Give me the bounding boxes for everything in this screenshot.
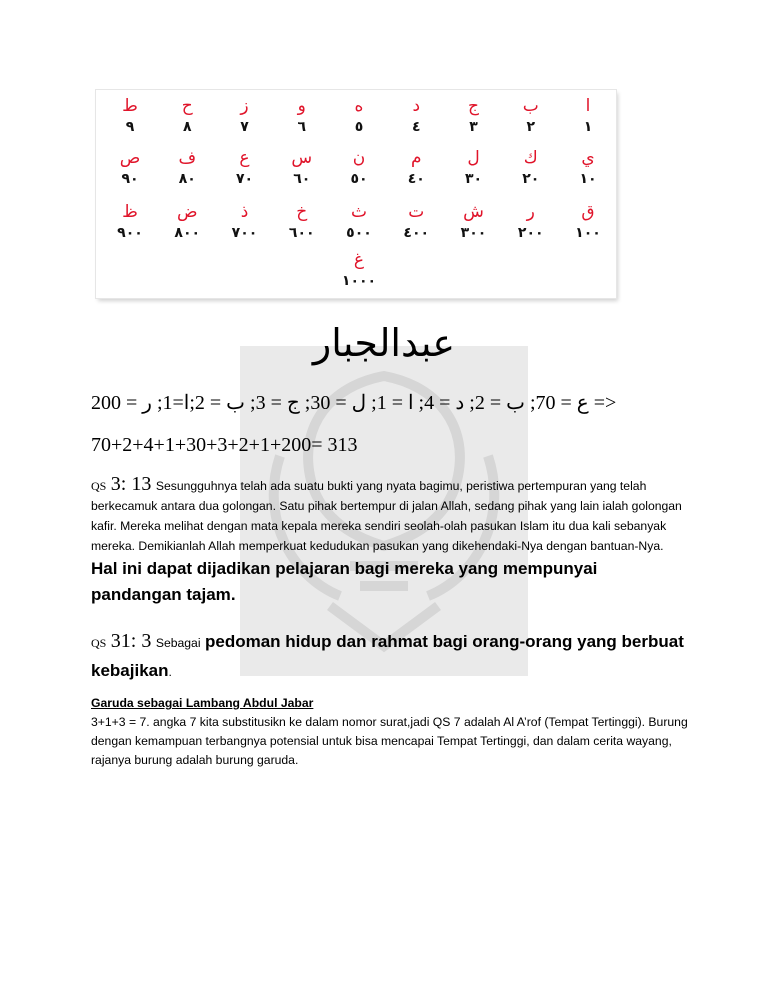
abjad-cell (110, 96, 150, 142)
abjad-cell (225, 96, 265, 142)
abjad-letter: م (410, 148, 422, 168)
garuda-section (91, 694, 711, 770)
abjad-letter: ث (350, 202, 367, 222)
abjad-cell (282, 148, 322, 194)
abjad-cell (339, 96, 379, 142)
abjad-number: ٣٠ (464, 171, 483, 187)
abjad-cell (511, 96, 551, 142)
abjad-number: ٨٠٠ (174, 225, 201, 241)
abjad-cell (167, 96, 207, 142)
abjad-number: ٥٠ (350, 171, 368, 187)
abjad-number: ٧٠٠ (231, 225, 258, 241)
abjad-letter: ح (181, 96, 193, 116)
abjad-number: ٤ (411, 119, 421, 135)
abjad-number: ٧ (240, 119, 249, 135)
abjad-number: ٥٠٠ (346, 225, 372, 241)
abjad-cell (225, 202, 265, 248)
abjad-cell (511, 202, 551, 248)
abjad-cell (339, 202, 379, 248)
abjad-letter: س (291, 148, 313, 168)
abjad-letter: ف (178, 148, 197, 168)
abjad-letter: ز (240, 96, 249, 116)
abjad-number: ٢٠ (522, 171, 540, 187)
abjad-letter: ط (122, 96, 138, 116)
verse-paragraph-qs-3-13 (91, 474, 691, 608)
verse-label: QS (91, 636, 107, 650)
abjad-letter: ي (581, 148, 595, 168)
verse-paragraph-qs-31-3 (91, 628, 691, 686)
abjad-letter: ق (581, 202, 595, 222)
abjad-number: ٦٠٠ (288, 225, 315, 241)
abjad-cell (568, 202, 608, 248)
abjad-number: ٨٠ (178, 171, 196, 187)
abjad-letter: و (297, 96, 306, 116)
abjad-row-thousand (96, 250, 616, 296)
abjad-cell (454, 202, 494, 248)
abjad-cell (167, 148, 207, 194)
abjad-number: ٦٠ (293, 171, 311, 187)
abjad-cell (282, 202, 322, 248)
abjad-letter: ص (119, 148, 141, 168)
abjad-cell (454, 148, 494, 194)
abjad-letter: خ (296, 202, 308, 222)
abjad-cell (511, 148, 551, 194)
abjad-cell (167, 202, 207, 248)
abjad-number: ٤٠٠ (403, 225, 430, 241)
abjad-row-tens (96, 148, 616, 194)
abjad-number: ١٠٠٠ (341, 273, 377, 289)
abjad-cell (396, 148, 436, 194)
abjad-letter: د (412, 96, 421, 116)
abjad-cell (339, 250, 379, 296)
abjad-calculation: ع = 70; ب = 2; د = 4; ا = 1; ل = 30; ج = 3; ب = 2;ا=1; ر = 200 => (91, 392, 617, 414)
verse-reference: 3: 13 (110, 473, 152, 495)
abjad-number: ٣ (469, 119, 478, 135)
abjad-number: ٢٠٠ (517, 225, 544, 241)
arabic-name-heading: عبدالجبار (312, 321, 456, 365)
abjad-cell (568, 148, 608, 194)
abjad-letter: ذ (240, 202, 249, 222)
abjad-letter: ظ (122, 202, 138, 222)
abjad-number: ٨ (182, 119, 192, 135)
abjad-letter: ب (522, 96, 539, 116)
abjad-cell (110, 202, 150, 248)
abjad-number: ٩٠٠ (117, 225, 143, 241)
abjad-cell (568, 96, 608, 142)
verse-text: Sebagai (155, 636, 201, 650)
abjad-cell (110, 148, 150, 194)
abjad-number: ٧٠ (235, 171, 254, 187)
abjad-cell (454, 96, 494, 142)
abjad-letter: ش (463, 202, 484, 222)
verse-text: Sesungguhnya telah ada suatu bukti yang nyata bagimu, peristiwa pertempuran yang telah berkecamuk antara dua golongan. Satu pihak bertempur di jalan Allah, sedang pihak yang lain ialah golongan kafir. Mereka melihat dengan mata kepala mereka sendiri seolah-olah pasukan Islam itu dua kali sebanyak mereka. Demikianlah Allah memperkuat kedudukan pasukan yang dikehendaki-Nya dengan bantuan-Nya. (91, 479, 682, 553)
abjad-row-hundreds (96, 202, 616, 248)
verse-emphasis: Hal ini dapat dijadikan pelajaran bagi mereka yang mempunyai pandangan tajam (91, 559, 598, 604)
abjad-letter: ن (352, 148, 366, 168)
verse-period: . (230, 585, 236, 604)
abjad-cell (339, 148, 379, 194)
abjad-number: ٩٠ (121, 171, 139, 187)
abjad-number: ٤٠ (407, 171, 425, 187)
abjad-number: ٦ (297, 119, 307, 135)
abjad-table-image (96, 90, 616, 298)
abjad-number: ٥ (354, 119, 364, 135)
verse-emphasis: pedoman hidup dan rahmat bagi orang-orang yang berbuat kebajikan (91, 632, 684, 680)
abjad-letter: غ (353, 250, 365, 270)
abjad-letter: ض (176, 202, 198, 222)
abjad-row-units (96, 96, 616, 142)
abjad-cell (396, 96, 436, 142)
abjad-cell (282, 96, 322, 142)
abjad-number: ١٠٠ (575, 225, 601, 241)
verse-label: QS (91, 479, 107, 493)
abjad-number: ١ (583, 119, 593, 135)
section-body: 3+1+3 = 7. angka 7 kita substitusikn ke dalam nomor surat,jadi QS 7 adalah Al A’rof (Tempat Tertinggi). Burung dengan kemampuan terbangnya potensial untuk bisa mencapai Tempat Tertinggi, dan dalam cerita wayang, rajanya burung adalah burung garuda. (91, 715, 688, 767)
abjad-letter: ك (523, 148, 538, 168)
abjad-letter: ا (585, 96, 591, 116)
abjad-letter: ت (408, 202, 425, 222)
abjad-cell (396, 202, 436, 248)
abjad-letter: ج (468, 96, 479, 116)
verse-reference: 31: 3 (110, 630, 152, 652)
abjad-number: ٢ (526, 119, 536, 135)
abjad-sum: 70+2+4+1+30+3+2+1+200= 313 (91, 434, 358, 456)
abjad-letter: ل (467, 148, 480, 168)
abjad-number: ١٠ (579, 171, 597, 187)
abjad-letter: ه (354, 96, 364, 116)
abjad-letter: ر (526, 202, 535, 222)
abjad-cell (225, 148, 265, 194)
abjad-number: ٩ (125, 119, 135, 135)
verse-period: . (168, 665, 172, 679)
section-title: Garuda sebagai Lambang Abdul Jabar (91, 696, 314, 710)
abjad-letter: ع (239, 148, 250, 168)
abjad-number: ٣٠٠ (460, 225, 487, 241)
